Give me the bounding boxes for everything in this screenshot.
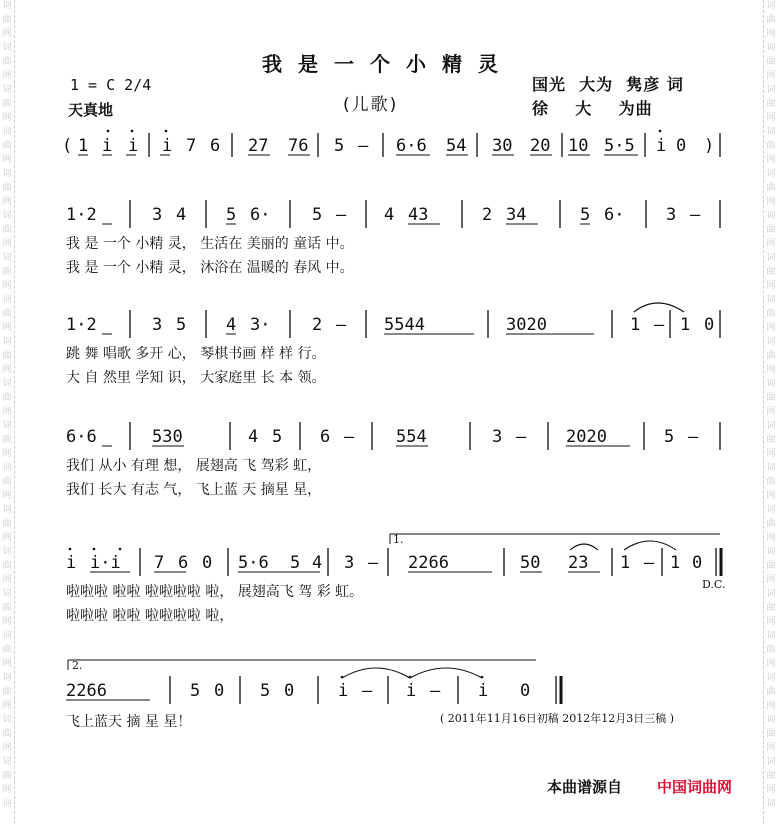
watermark-glyph: 网: [2, 323, 12, 333]
svg-text:2: 2: [312, 315, 323, 335]
svg-text:6·: 6·: [604, 205, 625, 225]
watermark-glyph: 网: [766, 323, 776, 333]
watermark-glyph: 网: [766, 365, 776, 375]
svg-text:54: 54: [446, 136, 467, 156]
score-line-2: [0, 306, 778, 396]
watermark-glyph: 曲: [2, 15, 12, 25]
watermark-glyph: 网: [2, 155, 12, 165]
svg-text:–: –: [644, 553, 655, 573]
svg-text:3: 3: [344, 553, 355, 573]
watermark-glyph: 词: [2, 337, 12, 347]
watermark-glyph: 词: [2, 715, 12, 725]
watermark-glyph: 曲: [766, 771, 776, 781]
watermark-glyph: 词: [766, 757, 776, 767]
svg-text:2020: 2020: [566, 427, 607, 447]
svg-text:10: 10: [568, 136, 589, 156]
svg-text:6: 6: [178, 553, 189, 573]
watermark-glyph: 词: [766, 463, 776, 473]
line-1-lyric-2: 我 是 一个 小精 灵， 沐浴在 温暖的 春风 中。: [66, 260, 354, 276]
svg-text:7: 7: [154, 553, 165, 573]
watermark-glyph: 网: [766, 785, 776, 795]
svg-text:1: 1: [670, 553, 681, 573]
watermark-glyph: 曲: [766, 225, 776, 235]
watermark-glyph: 网: [2, 113, 12, 123]
line-1-staff: [0, 196, 778, 286]
intro-open-paren: (: [62, 136, 73, 156]
svg-text:2: 2: [482, 205, 493, 225]
svg-text:5·6: 5·6: [238, 553, 269, 573]
watermark-glyph: 曲: [2, 141, 12, 151]
svg-text:3020: 3020: [506, 315, 547, 335]
watermark-glyph: 网: [766, 197, 776, 207]
watermark-glyph: 网: [2, 29, 12, 39]
svg-text:0: 0: [520, 681, 531, 701]
svg-text:43: 43: [408, 205, 429, 225]
watermark-glyph: 网: [2, 575, 12, 585]
line-3-lyric-2: 我们 长大 有志 气， 飞上蓝 天 摘星 星，: [66, 482, 322, 498]
svg-text:4: 4: [176, 205, 187, 225]
line-4-staff: [0, 530, 778, 630]
watermark-glyph: 曲: [766, 393, 776, 403]
watermark-glyph: 网: [766, 533, 776, 543]
watermark-glyph: 网: [766, 407, 776, 417]
watermark-glyph: 曲: [766, 729, 776, 739]
svg-text:5: 5: [312, 205, 323, 225]
watermark-glyph: 曲: [766, 267, 776, 277]
svg-text:4: 4: [226, 315, 237, 335]
line-1-lyric-1: 我 是 一个 小精 灵， 生活在 美丽的 童话 中。: [66, 236, 354, 252]
watermark-glyph: 曲: [2, 729, 12, 739]
svg-text:1: 1: [78, 136, 89, 156]
watermark-glyph: 曲: [2, 603, 12, 613]
volta-1-label: 1.: [393, 533, 404, 546]
watermark-glyph: 词: [766, 799, 776, 809]
watermark-glyph: 词: [766, 673, 776, 683]
watermark-glyph: 词: [766, 85, 776, 95]
watermark-glyph: 曲: [2, 183, 12, 193]
watermark-glyph: 词: [766, 169, 776, 179]
svg-text:0: 0: [692, 553, 703, 573]
watermark-glyph: 曲: [766, 309, 776, 319]
watermark-glyph: 词: [2, 505, 12, 515]
watermark-glyph: 曲: [2, 771, 12, 781]
intro-row: [0, 125, 778, 165]
watermark-glyph: 曲: [2, 225, 12, 235]
svg-text:1·2: 1·2: [66, 315, 97, 335]
svg-text:5: 5: [290, 553, 301, 573]
svg-text:5544: 5544: [384, 315, 425, 335]
watermark-glyph: 网: [2, 71, 12, 81]
watermark-glyph: 网: [2, 785, 12, 795]
line-5-staff: [0, 656, 778, 736]
draft-dates: ( 2011年11月16日初稿 2012年12月3日三稿 ): [440, 712, 675, 725]
watermark-glyph: 网: [2, 701, 12, 711]
watermark-glyph: 网: [2, 281, 12, 291]
svg-text:i: i: [162, 136, 173, 156]
svg-text:5: 5: [226, 205, 237, 225]
watermark-glyph: 网: [766, 491, 776, 501]
svg-text:–: –: [690, 205, 701, 225]
svg-text:0: 0: [284, 681, 295, 701]
da-capo-marking: D.C.: [702, 578, 726, 591]
watermark-glyph: 网: [766, 239, 776, 249]
svg-text:34: 34: [506, 205, 527, 225]
line-4-lyric-1: 啦啦啦 啦啦 啦啦啦啦 啦， 展翅高飞 驾 彩 虹。: [66, 584, 364, 600]
watermark-glyph: 词: [2, 673, 12, 683]
watermark-glyph: 曲: [766, 99, 776, 109]
line-3-lyric-1: 我们 从小 有理 想， 展翅高 飞 驾彩 虹，: [66, 458, 322, 474]
score-line-4: [0, 530, 778, 630]
watermark-glyph: 曲: [2, 519, 12, 529]
tempo-mood: 天真地: [68, 101, 114, 119]
watermark-glyph: 网: [766, 71, 776, 81]
svg-text:4: 4: [384, 205, 395, 225]
watermark-glyph: 词: [766, 127, 776, 137]
svg-text:0: 0: [214, 681, 225, 701]
svg-text:–: –: [358, 136, 369, 156]
watermark-glyph: 曲: [766, 477, 776, 487]
svg-text:50: 50: [520, 553, 541, 573]
svg-text:554: 554: [396, 427, 427, 447]
composer-credit: 徐 大 为曲: [532, 99, 653, 118]
watermark-glyph: 曲: [766, 141, 776, 151]
svg-text:3: 3: [152, 315, 163, 335]
watermark-glyph: 词: [2, 379, 12, 389]
svg-text:–: –: [336, 315, 347, 335]
watermark-glyph: 词: [2, 421, 12, 431]
watermark-glyph: 词: [2, 253, 12, 263]
watermark-glyph: 曲: [2, 435, 12, 445]
svg-text:–: –: [430, 681, 441, 701]
song-title: 我是一个小精灵: [262, 52, 514, 76]
watermark-glyph: 词: [2, 211, 12, 221]
watermark-glyph: 曲: [2, 687, 12, 697]
svg-text:i: i: [338, 681, 349, 701]
svg-text:3·: 3·: [250, 315, 271, 335]
watermark-glyph: 词: [2, 127, 12, 137]
line-3-staff: [0, 418, 778, 508]
svg-text:–: –: [344, 427, 355, 447]
svg-text:i: i: [66, 553, 77, 573]
watermark-glyph: 曲: [766, 687, 776, 697]
watermark-glyph: 曲: [766, 561, 776, 571]
watermark-glyph: 词: [2, 43, 12, 53]
score-line-3: [0, 418, 778, 508]
svg-text:3: 3: [666, 205, 677, 225]
watermark-glyph: 词: [2, 631, 12, 641]
svg-text:0: 0: [202, 553, 213, 573]
svg-text:3: 3: [492, 427, 503, 447]
key-signature: 1 = C 2/4: [70, 76, 152, 94]
svg-text:5: 5: [260, 681, 271, 701]
watermark-glyph: 网: [766, 155, 776, 165]
svg-text:530: 530: [152, 427, 183, 447]
watermark-glyph: 曲: [2, 645, 12, 655]
watermark-glyph: 词: [2, 169, 12, 179]
svg-text:1·2: 1·2: [66, 205, 97, 225]
watermark-glyph: 词: [766, 43, 776, 53]
svg-text:23: 23: [568, 553, 589, 573]
svg-text:0: 0: [704, 315, 715, 335]
svg-text:3: 3: [152, 205, 163, 225]
score-line-5: [0, 656, 778, 736]
watermark-glyph: 曲: [766, 645, 776, 655]
watermark-glyph: 曲: [2, 393, 12, 403]
watermark-glyph: 网: [766, 29, 776, 39]
watermark-glyph: 词: [766, 547, 776, 557]
watermark-glyph: 曲: [2, 477, 12, 487]
svg-text:5: 5: [334, 136, 345, 156]
volta-2-label: 2.: [72, 659, 83, 672]
watermark-glyph: 曲: [766, 57, 776, 67]
watermark-glyph: 曲: [766, 435, 776, 445]
svg-text:27: 27: [248, 136, 269, 156]
watermark-glyph: 网: [766, 617, 776, 627]
svg-text:i: i: [102, 136, 113, 156]
svg-text:5: 5: [580, 205, 591, 225]
watermark-glyph: 网: [2, 365, 12, 375]
watermark-glyph: 词: [2, 589, 12, 599]
svg-text:–: –: [336, 205, 347, 225]
watermark-glyph: 词: [766, 253, 776, 263]
watermark-glyph: 网: [766, 281, 776, 291]
watermark-glyph: 曲: [2, 309, 12, 319]
watermark-glyph: 网: [2, 659, 12, 669]
watermark-glyph: 词: [766, 589, 776, 599]
svg-text:1: 1: [620, 553, 631, 573]
watermark-glyph: 曲: [2, 99, 12, 109]
watermark-glyph: 网: [2, 491, 12, 501]
svg-text:7: 7: [186, 136, 197, 156]
svg-text:–: –: [516, 427, 527, 447]
svg-text:6·6: 6·6: [396, 136, 427, 156]
svg-text:0: 0: [676, 136, 687, 156]
watermark-glyph: 曲: [2, 351, 12, 361]
watermark-glyph: 网: [2, 617, 12, 627]
svg-text:6·6: 6·6: [66, 427, 97, 447]
watermark-glyph: 词: [2, 295, 12, 305]
line-2-lyric-1: 跳 舞 唱歌 多开 心， 琴棋书画 样 样 行。: [66, 346, 326, 362]
source-site-link[interactable]: 中国词曲网: [657, 778, 733, 796]
watermark-glyph: 网: [766, 575, 776, 585]
watermark-glyph: 网: [2, 407, 12, 417]
watermark-glyph: 网: [766, 449, 776, 459]
svg-text:2266: 2266: [66, 681, 107, 701]
line-4-lyric-2: 啦啦啦 啦啦 啦啦啦啦 啦，: [66, 608, 234, 624]
svg-text:6·: 6·: [250, 205, 271, 225]
watermark-glyph: 曲: [766, 183, 776, 193]
watermark-glyph: 网: [766, 701, 776, 711]
line-5-lyric-1: 飞上蓝天 摘 星 星！: [66, 714, 192, 730]
svg-text:6: 6: [210, 136, 221, 156]
svg-text:5: 5: [190, 681, 201, 701]
svg-text:i: i: [478, 681, 489, 701]
svg-text:5·5: 5·5: [604, 136, 635, 156]
watermark-glyph: 曲: [766, 351, 776, 361]
svg-text:20: 20: [530, 136, 551, 156]
line-2-staff: [0, 306, 778, 396]
svg-text:76: 76: [288, 136, 309, 156]
watermark-glyph: 网: [2, 743, 12, 753]
svg-text:i: i: [128, 136, 139, 156]
svg-text:1: 1: [680, 315, 691, 335]
watermark-glyph: 词: [766, 505, 776, 515]
watermark-glyph: 词: [766, 631, 776, 641]
watermark-glyph: 词: [766, 421, 776, 431]
svg-text:i: i: [406, 681, 417, 701]
lyricist-credit: 国光 大为 隽彦 词: [532, 75, 684, 94]
watermark-glyph: 词: [766, 715, 776, 725]
source-label: 本曲谱源自: [547, 778, 623, 796]
watermark-glyph: 网: [2, 239, 12, 249]
svg-text:–: –: [362, 681, 373, 701]
svg-text:5: 5: [664, 427, 675, 447]
svg-text:5: 5: [176, 315, 187, 335]
watermark-glyph: 网: [766, 659, 776, 669]
score-line-1: [0, 196, 778, 286]
svg-text:4: 4: [248, 427, 259, 447]
watermark-glyph: 曲: [2, 57, 12, 67]
watermark-glyph: 词: [766, 295, 776, 305]
line-2-lyric-2: 大 自 然里 学知 识， 大家庭里 长 本 领。: [66, 370, 326, 386]
watermark-glyph: 网: [766, 113, 776, 123]
watermark-glyph: 网: [2, 197, 12, 207]
watermark-glyph: 词: [2, 85, 12, 95]
watermark-glyph: 曲: [2, 267, 12, 277]
svg-text:30: 30: [492, 136, 513, 156]
watermark-glyph: 曲: [766, 15, 776, 25]
watermark-glyph: 词: [766, 211, 776, 221]
svg-text:2266: 2266: [408, 553, 449, 573]
svg-text:5: 5: [272, 427, 283, 447]
watermark-glyph: 网: [766, 743, 776, 753]
watermark-glyph: 词: [2, 1, 12, 11]
svg-text:i·i: i·i: [90, 553, 121, 573]
song-genre: (儿歌): [343, 95, 399, 115]
watermark-glyph: 网: [2, 533, 12, 543]
watermark-glyph: 词: [2, 547, 12, 557]
svg-text:–: –: [654, 315, 665, 335]
watermark-glyph: 曲: [2, 561, 12, 571]
intro-staff: [0, 125, 778, 165]
watermark-glyph: 网: [2, 449, 12, 459]
svg-text:6: 6: [320, 427, 331, 447]
watermark-glyph: 词: [2, 799, 12, 809]
watermark-glyph: 词: [766, 1, 776, 11]
watermark-glyph: 曲: [766, 603, 776, 613]
watermark-glyph: 词: [2, 463, 12, 473]
watermark-glyph: 词: [2, 757, 12, 767]
svg-text:4: 4: [312, 553, 323, 573]
svg-text:–: –: [688, 427, 699, 447]
watermark-glyph: 词: [766, 379, 776, 389]
watermark-glyph: 词: [766, 337, 776, 347]
svg-text:1: 1: [630, 315, 641, 335]
intro-close-paren: ): [704, 136, 715, 156]
svg-text:i: i: [656, 136, 667, 156]
watermark-glyph: 曲: [766, 519, 776, 529]
svg-text:–: –: [368, 553, 379, 573]
